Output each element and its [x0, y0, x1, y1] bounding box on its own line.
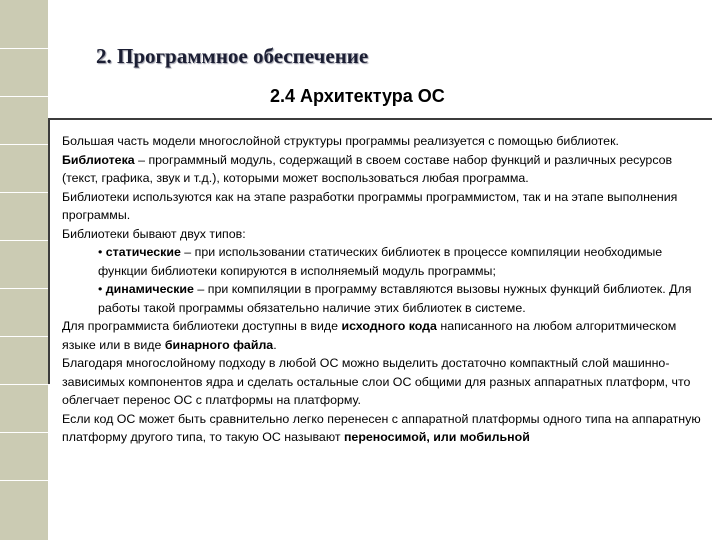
paragraph-portability: [62, 410, 702, 447]
sidebar-divider: [0, 192, 48, 193]
vertical-rule: [48, 118, 50, 384]
bullet-static-text: – при использовании статических библиотек в процессе компиляции необходимые функции библиотеки копируются в исполняемый модуль программы;: [98, 245, 663, 278]
decorative-sidebar: [0, 0, 48, 540]
sidebar-divider: [0, 48, 48, 49]
paragraph-library-definition: [62, 151, 702, 188]
text-segment: Если код ОС может быть сравнительно легко перенесен с аппаратной платформы одного типа на аппаратную платформу другого типа, то такую ОС называют: [62, 411, 701, 444]
paragraph-library-usage: Библиотеки используются как на этапе разработки программы программистом, так и на этапе выполнения программы.: [62, 189, 678, 222]
paragraph-library-forms: [62, 317, 702, 354]
bullet-dynamic-text: – при компиляции в программу вставляются вызовы нужных функций библиотек. Для работы такой программы обязательно наличие этих библиотек в системе.: [98, 282, 692, 315]
paragraph-layered-approach: Благодаря многослойному подходу в любой ОС можно выделить достаточно компактный слой машинно-зависимых компонентов ядра и сделать остальные слои ОС общими для разных аппаратных платформ, что облегчает перенос ОС с платформы на платформу.: [62, 356, 691, 407]
paragraph-libraries-intro: Большая часть модели многослойной структуры программы реализуется с помощью библиотек.: [62, 134, 619, 148]
slide-body: [62, 132, 702, 447]
term-source-code: исходного кода: [341, 319, 437, 333]
horizontal-rule: [48, 118, 712, 120]
definition-text: – программный модуль, содержащий в своем составе набор функций и различных ресурсов (текст, графика, звук и т.д.), которыми может воспользоваться любая программа.: [62, 152, 673, 185]
bullet-marker: •: [98, 282, 106, 296]
sidebar-divider: [0, 144, 48, 145]
paragraph-library-types: Библиотеки бывают двух типов:: [62, 226, 246, 241]
sidebar-divider: [0, 384, 48, 385]
term-library: Библиотека: [62, 152, 135, 167]
sidebar-divider: [0, 288, 48, 289]
sidebar-divider: [0, 432, 48, 433]
bullet-static: [98, 243, 702, 280]
term-static: статические: [105, 245, 181, 259]
term-dynamic: динамические: [105, 282, 194, 296]
sidebar-divider: [0, 480, 48, 481]
sidebar-divider: [0, 240, 48, 241]
term-portable: переносимой, или мобильной: [343, 430, 530, 444]
sidebar-divider: [0, 96, 48, 97]
page-title: 2. Программное обеспечение: [96, 44, 369, 68]
page-subtitle: 2.4 Архитектура ОС: [270, 86, 445, 106]
text-segment: написанного на любом алгоритмическом языке или в виде: [62, 319, 677, 352]
bullet-dynamic: [98, 280, 702, 317]
term-binary-file: бинарного файла: [164, 337, 274, 352]
bullet-marker: •: [98, 245, 106, 259]
text-segment: .: [273, 337, 277, 352]
text-segment: Для программиста библиотеки доступны в виде: [62, 319, 342, 333]
sidebar-divider: [0, 336, 48, 337]
